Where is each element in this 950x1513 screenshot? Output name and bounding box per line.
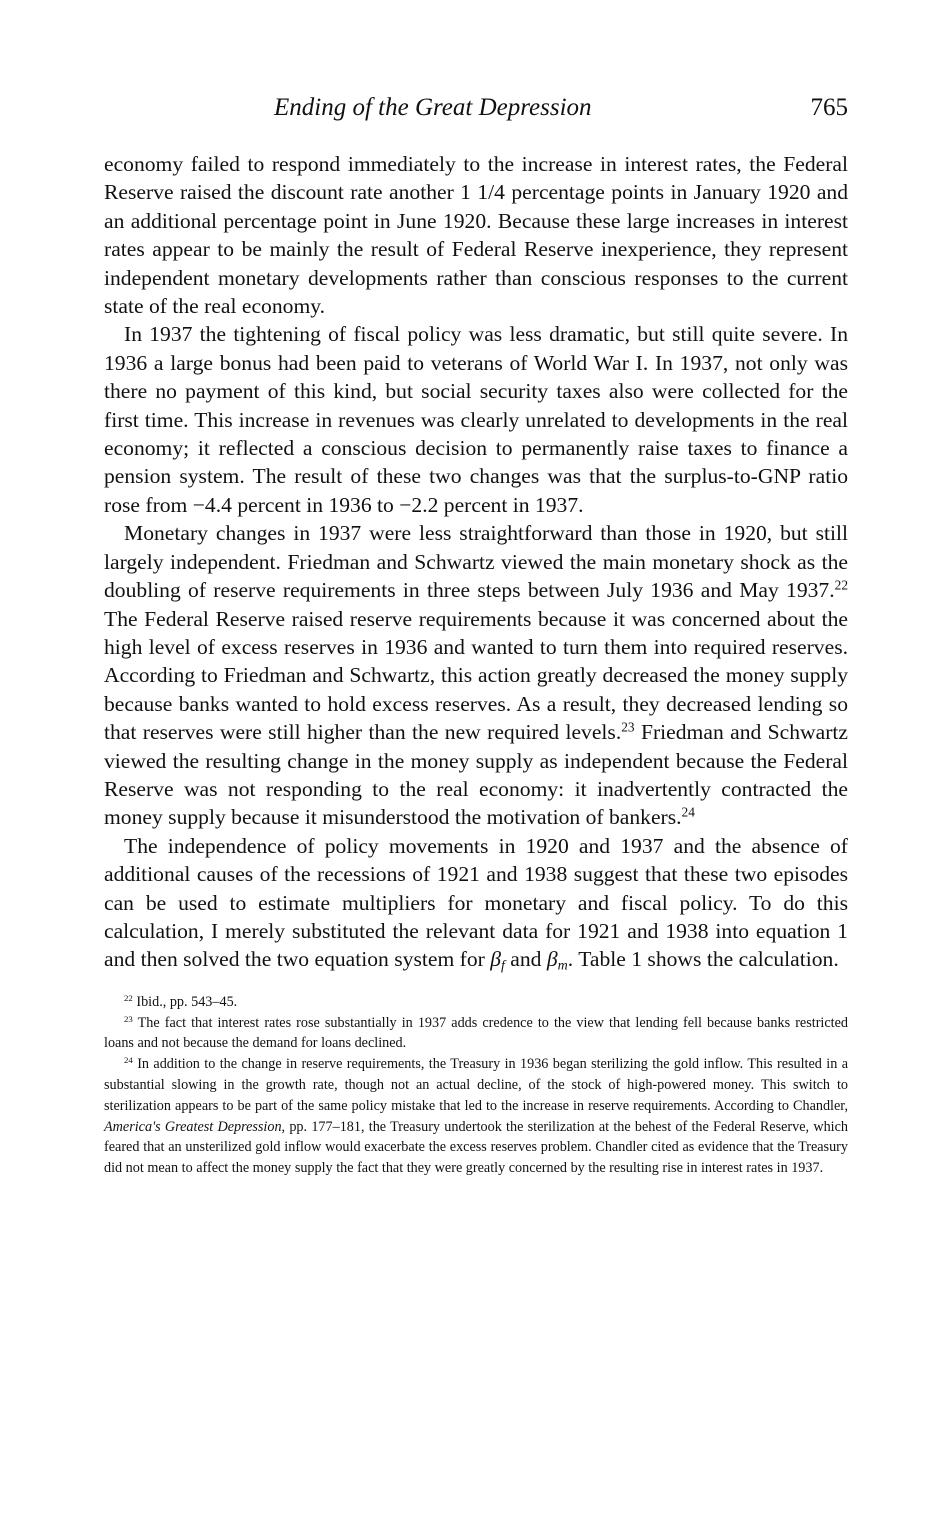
paragraph-4-text-a: The independence of policy movements in 1920 and 1937 and the absence of additional causes of the recessions of 1921 and 1938 suggest that these two episodes can be used to estimate multipliers for monetary and fiscal policy. To do this calculation, I merely substituted the relevant data for 1921 and 1938 into equation 1 and then solved the two equation system for — [104, 833, 848, 972]
paragraph-2: In 1937 the tightening of fiscal policy was less dramatic, but still quite severe. In 1936 a large bonus had been paid to veterans of World War I. In 1937, not only was there no payment of this kind, but social security taxes also were collected for the first time. This increase in revenues was clearly unrelated to developments in the real economy; it reflected a conscious decision to permanently raise taxes to finance a pension system. The result of these two changes was that the surplus-to-GNP ratio rose from −4.4 percent in 1936 to −2.2 percent in 1937. — [104, 322, 848, 517]
subscript-f: f — [500, 957, 505, 974]
book-title: America's Greatest Depression — [104, 1118, 282, 1135]
beta-f-symbol — [490, 947, 505, 974]
footnote-23-number: 23 — [124, 1013, 133, 1024]
page-number: 765 — [810, 94, 848, 121]
paragraph-4-text-b: . Table 1 shows the calculation. — [567, 947, 839, 972]
body-text — [104, 150, 848, 974]
paragraph-3-text-c: Friedman and Schwartz viewed the resulting change in the money supply as independent because the Federal Reserve was not responding to the real economy: it inadvertently contracted the money supply because it misunderstood the motivation of bankers. — [104, 720, 849, 830]
footnote-22-text: Ibid., pp. 543–45. — [132, 993, 238, 1010]
page-header — [104, 88, 848, 128]
subscript-m: m — [557, 957, 568, 974]
footnote-24 — [104, 1054, 848, 1179]
beta-glyph: β — [490, 947, 501, 972]
footnote-24-text-a: In addition to the change in reserve requirements, the Treasury in 1936 began sterilizing the gold inflow. This resulted in a substantial slowing in the growth rate, though not an actual decline, of the stock of high-powered money. This switch to sterilization appears to be part of the same policy mistake that led to the increase in reserve requirements. According to Chandler, — [104, 1056, 848, 1114]
footnote-ref-23: 23 — [621, 719, 635, 735]
paragraph-3-text-a: Monetary changes in 1937 were less straightforward than those in 1920, but still largely independent. Friedman and Schwartz viewed the main monetary shock as the doubling of reserve requirements in three steps between July 1936 and May 1937. — [104, 521, 848, 603]
footnote-ref-24: 24 — [681, 804, 695, 820]
footnote-24-text-b: , pp. 177–181, the Treasury undertook the sterilization at the behest of the Federal Reserve, which feared that an unsterilized gold inflow would exacerbate the excess reserves problem. Chandler cited as evidence that the Treasury did not mean to affect the money supply the fact that they were greatly concerned by the resulting rise in interest rates in 1937. — [104, 1118, 848, 1177]
footnote-24-number: 24 — [124, 1055, 133, 1066]
running-title: Ending of the Great Depression — [274, 94, 592, 121]
paragraph-4-and: and — [504, 947, 547, 972]
paragraph-3 — [104, 519, 848, 831]
footnote-23-text: The fact that interest rates rose substantially in 1937 adds credence to the view that lending fell because banks restricted loans and not because the demand for loans declined. — [104, 1014, 848, 1052]
beta-glyph: β — [546, 947, 558, 972]
footnote-ref-22: 22 — [834, 577, 848, 593]
page — [104, 88, 848, 1179]
paragraph-3-text-b: The Federal Reserve raised reserve requirements because it was concerned about the high level of excess reserves in 1936 and wanted to turn them into required reserves. According to Friedman and Schwartz, this action greatly decreased the money supply because banks wanted to hold excess reserves. As a result, they decreased lending so that reserves were still higher than the new required levels. — [104, 606, 848, 745]
beta-m-symbol — [546, 947, 568, 974]
paragraph-1: economy failed to respond immediately to the increase in interest rates, the Federal Reserve raised the discount rate another 1 1/4 percentage points in January 1920 and an additional percentage point in June 1920. Because these large increases in interest rates appear to be mainly the result of Federal Reserve inexperience, they represent independent monetary developments rather than conscious responses to the current state of the real economy. — [104, 152, 848, 319]
footnotes — [104, 992, 848, 1179]
footnote-23 — [104, 1013, 848, 1055]
footnote-22 — [104, 992, 848, 1013]
paragraph-4 — [104, 832, 848, 974]
footnote-22-number: 22 — [124, 992, 133, 1003]
